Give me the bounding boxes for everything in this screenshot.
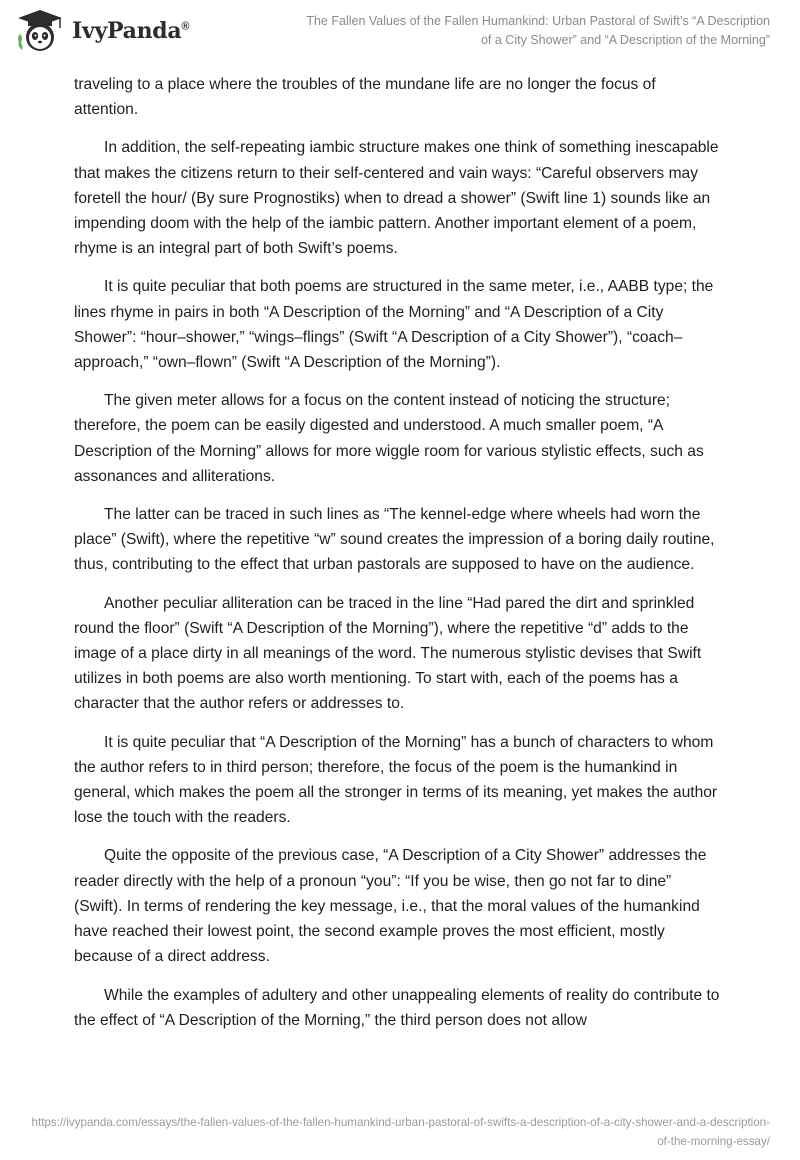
brand-name: IvyPanda® — [72, 18, 190, 44]
registered-mark: ® — [181, 20, 190, 33]
ivypanda-logo[interactable] — [14, 8, 189, 54]
source-url-link[interactable]: https://ivypanda.com/essays/the-fallen-values-of-the-fallen-humankind-urban-pastoral-of-swifts-a-description-of-a-city-shower-and-a-description-of-the-morning-essay/ — [31, 1116, 770, 1148]
paragraph: It is quite peculiar that “A Description of the Morning” has a bunch of characters to whom the author refers to in third person; therefore, the focus of the poem is the humankind in general, which makes the poem all the stronger in terms of its meaning, yet makes the author lose the touch with the readers. — [74, 733, 718, 827]
panda-graduate-icon — [14, 8, 66, 54]
paragraph: It is quite peculiar that both poems are structured in the same meter, i.e., AABB type; the lines rhyme in pairs in both “A Description of the Morning” and “A Description of a City Shower”: “hour–shower,” “wings–flings” (Swift “A Description of a City Shower”), “coach–approach,” “own–flown” (Swift “A Description of the Morning”). — [74, 278, 714, 372]
paragraph: While the examples of adultery and other unappealing elements of reality do contribute to the effect of “A Description of the Morning,” the third person does not allow — [74, 986, 720, 1029]
page-header — [0, 0, 800, 70]
paragraph: In addition, the self-repeating iambic structure makes one think of something inescapable that makes the citizens return to their self-centered and vain ways: “Careful observers may foretell the hour/ (By sure Prognostiks) when to dread a shower” (Swift line 1) sounds like an impending doom with the help of the iambic pattern. Another important element of a poem, rhyme is an integral part of both Swift’s poems. — [74, 139, 719, 258]
paragraph: Another peculiar alliteration can be traced in the line “Had pared the dirt and sprinkled round the floor” (Swift “A Description of the Morning”), where the repetitive “d” adds to the image of a place dirty in all meanings of the word. The numerous stylistic devises that Swift utilizes in both poems are also worth mentioning. To start with, each of the poems has a character that the author refers or addresses to. — [74, 594, 702, 713]
paragraph: traveling to a place where the troubles of the mundane life are no longer the focus of attention. — [74, 76, 656, 119]
paragraph: The given meter allows for a focus on the content instead of noticing the structure; therefore, the poem can be easily digested and understood. A much smaller poem, “A Description of the Morning” allows for more wiggle room for various stylistic effects, such as assonances and alliterations. — [74, 392, 704, 485]
paragraph: Quite the opposite of the previous case, “A Description of a City Shower” addresses the reader directly with the help of a pronoun “you”: “If you be wise, then go not far to dine” (Swift). In terms of rendering the key message, i.e., that the moral values of the humankind have reached their lowest point, the second example proves the most efficient, mostly because of a direct address. — [74, 847, 707, 966]
essay-title: The Fallen Values of the Fallen Humankind: Urban Pastoral of Swift’s “A Description of a City Shower” and “A Description of the Morning” — [306, 14, 770, 47]
paragraph: The latter can be traced in such lines as “The kennel-edge where wheels had worn the place” (Swift), where the repetitive “w” sound creates the impression of a boring daily routine, thus, contributing to the effect that urban pastorals are supposed to have on the audience. — [74, 506, 715, 574]
essay-body — [74, 72, 724, 1046]
